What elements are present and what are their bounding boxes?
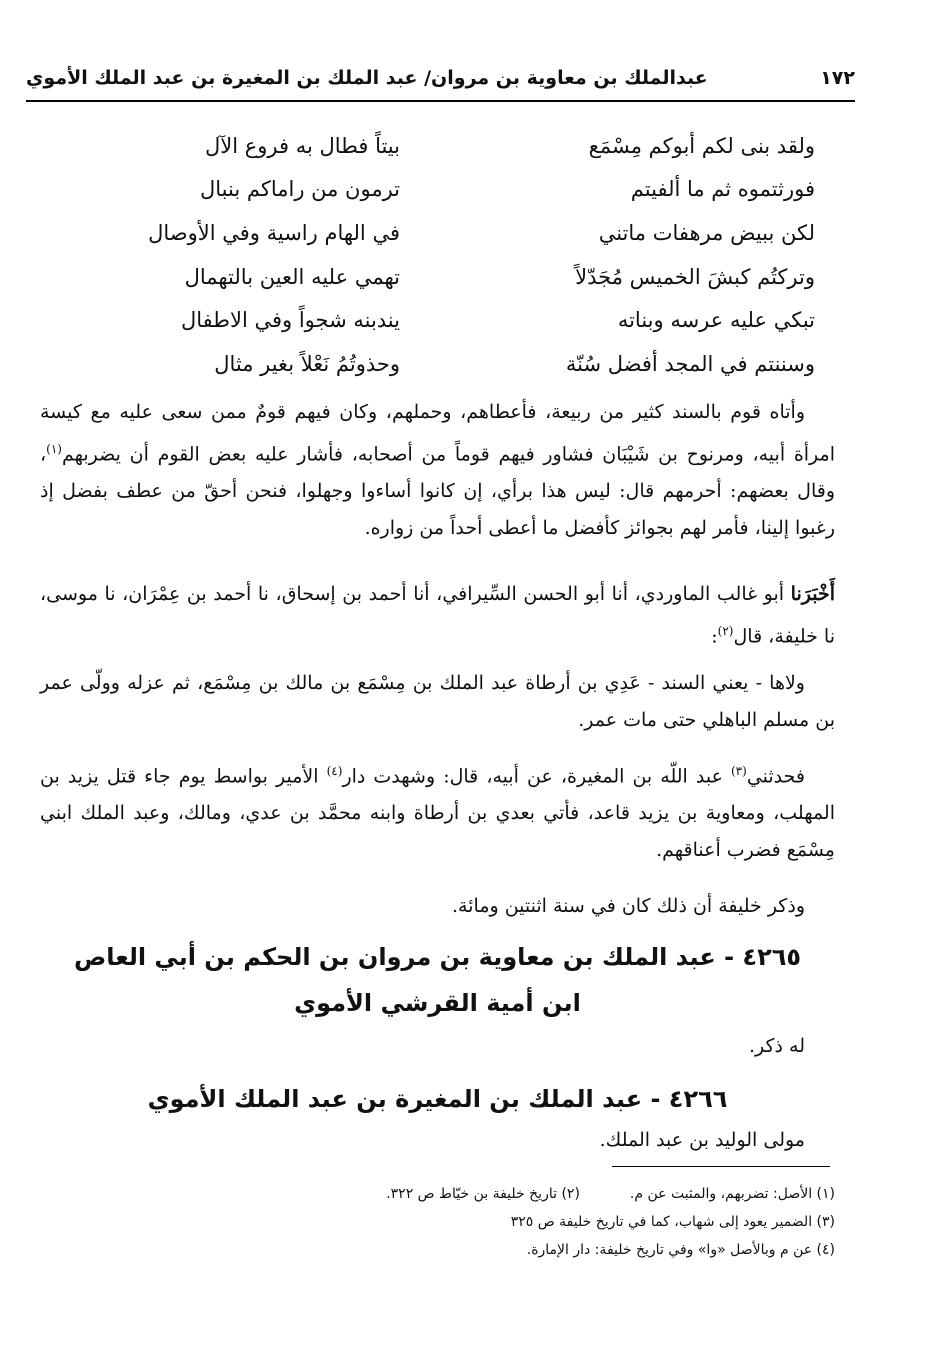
prose-block-1 (40, 394, 835, 547)
poem-couplet (60, 124, 815, 168)
prose-block-3 (40, 665, 835, 739)
paragraph-text: : (711, 625, 718, 648)
paragraph-governance: ولاها - يعني السند - عَدِي بن أرطاة عبد الملك بن مِسْمَع بن مالك بن مِسْمَع، ثم عزله وولّى عمر بن مسلم الباهلي حتى مات عمر. (40, 672, 835, 731)
running-title: عبدالملك بن معاوية بن مروان/ عبد الملك بن المغيرة بن عبد الملك الأموي (26, 67, 708, 89)
poem-couplet (60, 211, 815, 255)
paragraph-date: وذكر خليفة أن ذلك كان في سنة اثنتين ومائة. (452, 895, 805, 917)
entry-4265-heading (40, 934, 835, 1026)
hemistich-second: يندبنه شجواً وفي الاطفال (181, 308, 400, 333)
entry-4266-body-block (40, 1122, 835, 1159)
paragraph-text: فحدثني (746, 765, 805, 788)
footnote-3: (٣) الضمير يعود إلى شهاب، كما في تاريخ خليفة ص ٣٢٥ (510, 1214, 835, 1230)
paragraph-testimony (40, 753, 835, 869)
page-number: ١٧٢ (820, 67, 855, 89)
hemistich-first: فورثتموه ثم ما ألفيتم (630, 177, 815, 202)
hemistich-second: ترمون من راماكم بنبال (200, 177, 400, 202)
hemistich-second: وحذوتُمُ نَعْلاً بغير مثال (214, 351, 400, 376)
entry-4265-title-line2: ابن أمية القرشي الأموي (294, 989, 581, 1017)
hemistich-first: وسننتم في المجد أفضل سُنّة (565, 351, 815, 376)
hemistich-second: تهمي عليه العين بالتهمال (184, 264, 400, 289)
poem-couplet (60, 255, 815, 299)
entry-4266-body: مولى الوليد بن عبد الملك. (599, 1129, 805, 1151)
running-header (26, 56, 855, 102)
footnotes (120, 1180, 835, 1264)
hemistich-first: وتركتُم كبشَ الخميس مُجَدّلاً (575, 264, 815, 289)
footnote-ref-1: (١) (46, 442, 62, 456)
entry-4266-heading (40, 1076, 835, 1122)
footnote-divider (612, 1166, 830, 1167)
prose-block-2 (40, 576, 835, 655)
paragraph-text: أبو غالب الماوردي، أنا أبو الحسن السِّيرافي، أنا أحمد بن إسحاق، نا أحمد بن عِمْرَان، نا موسى، نا خليفة، قال (40, 583, 835, 648)
hemistich-first: لكن ببيض مرهفات ماتني (598, 220, 815, 245)
footnote-ref-2: (٢) (717, 624, 734, 638)
entry-4265-body: له ذكر. (748, 1035, 805, 1057)
entry-4265-title-line1: ٤٢٦٥ - عبد الملك بن معاوية بن مروان بن الحكم بن أبي العاص (73, 943, 802, 971)
footnote-ref-4: (٤) (326, 764, 343, 778)
hemistich-second: بيتاً فطال به فروع الآل (204, 133, 400, 158)
paragraph-text: الأمير بواسط يوم جاء قتل يزيد بن المهلب، ومعاوية بن يزيد قاعد، فأتي بعدي بن أرطاة وابنه محمَّد بن عدي، ومالك، وعبد الملك ابني مِسْمَع فضرب أعناقهم. (40, 765, 835, 862)
isnad-lead: أَخْبَرَنا (790, 583, 835, 605)
footnote-4: (٤) عن م وبالأصل «وا» وفي تاريخ خليفة: دار الإمارة. (526, 1242, 835, 1258)
footnote-1: (١) الأصل: تضربهم، والمثبت عن م. (629, 1186, 835, 1202)
hemistich-first: ولقد بنى لكم أبوكم مِسْمَع (588, 133, 815, 158)
prose-block-4 (40, 753, 835, 869)
hemistich-second: في الهام راسية وفي الأوصال (148, 220, 400, 245)
poem (60, 124, 815, 386)
footnote-row (120, 1180, 835, 1208)
footnote-ref-3: (٣) (730, 764, 747, 778)
paragraph-isnad (40, 576, 835, 655)
hemistich-first: تبكي عليه عرسه وبناته (617, 308, 815, 333)
poem-couplet (60, 298, 815, 342)
paragraph-text: وأتاه قوم بالسند كثير من ربيعة، فأعطاهم، وحملهم، وكان فيهم قومٌ ممن سعى عليه مع كيسة امرأة أبيه، ومرنوح بن شَيْبَان فشاور فيهم قوماً من أصحابه، فأشار عليه بعض القوم أن يضربهم (40, 401, 835, 466)
poem-couplet (60, 168, 815, 212)
entry-4265-body-block (40, 1028, 835, 1065)
paragraph-text: ، وقال بعضهم: أحرمهم قال: ليس هذا برأي، إن كانوا أساءوا وجهلوا، فنحن أحقّ من عطف بفضل إذ رغبوا إلينا، فأمر لهم بجوائز كأفضل ما أعطى أحداً من زواره. (40, 443, 835, 540)
paragraph-gifts (40, 394, 835, 547)
paragraph-text: عبد اللّه بن المغيرة، عن أبيه، قال: وشهدت دار (342, 765, 731, 788)
footnote-2: (٢) تاريخ خليفة بن خيّاط ص ٣٢٢. (386, 1186, 580, 1202)
poem-couplet (60, 342, 815, 386)
prose-block-5 (40, 888, 835, 925)
entry-4266-title: ٤٢٦٦ - عبد الملك بن المغيرة بن عبد الملك الأموي (147, 1085, 728, 1113)
